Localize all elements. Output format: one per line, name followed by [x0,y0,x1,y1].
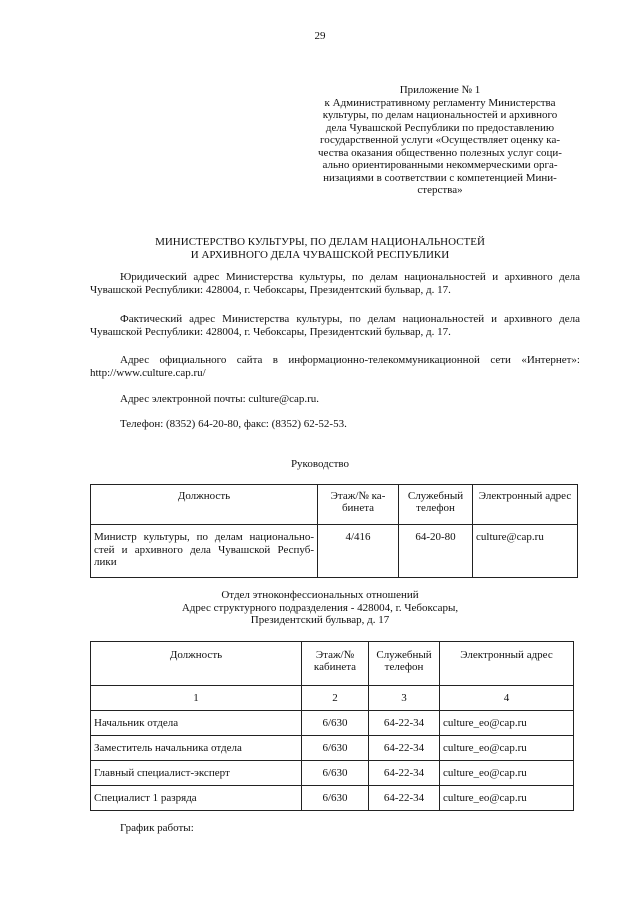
table-row [91,711,574,736]
cell-phone: 64-22-34 [369,711,440,736]
website [90,354,580,380]
website-text: Адрес официального сайта в информационно-телекоммуникационной сети «Интернет»: http://www.culture.cap.ru/ [90,354,580,379]
column-number: 3 [369,686,440,711]
email-text: Адрес электронной почты: culture@cap.ru. [120,393,320,405]
cell-position: Начальник отдела [91,711,302,736]
phone-text: Телефон: (8352) 64-20-80, факс: (8352) 62-52-53. [120,418,347,430]
table-row [91,786,574,811]
appendix-line: стерства» [417,184,463,196]
appendix-line: дела Чувашской Республики по предоставлению [325,121,555,134]
column-number: 2 [302,686,369,711]
schedule-label: График работы: [120,822,194,834]
column-number: 4 [440,686,574,711]
table-header-row [91,642,574,686]
cell-phone: 64-22-34 [369,761,440,786]
ministry-title [0,236,640,261]
cell-room: 6/630 [302,711,369,736]
cell-email: culture@cap.ru [473,525,578,578]
page-number: 29 [314,30,326,42]
cell-email: culture_eo@cap.ru [440,786,574,811]
cell-position: Министр культуры, по делам национально-стей и архивного дела Чувашской Респуб-лики [91,525,318,578]
table-row [91,525,578,578]
header-position: Должность [91,485,318,525]
cell-room: 6/630 [302,761,369,786]
legal-address [90,271,580,297]
header-room: Этаж/№ кабинета [302,642,369,686]
cell-position: Главный специалист-эксперт [91,761,302,786]
header-phone: Служебный телефон [369,642,440,686]
header-email: Электронный адрес [473,485,578,525]
department-caption-line: Президентский бульвар, д. 17 [250,614,390,626]
cell-room: 6/630 [302,786,369,811]
email-line [90,393,580,406]
appendix-line: низациями в соответствии с компетенцией Мини- [323,171,557,184]
department-table [90,641,574,811]
department-caption [0,589,640,627]
appendix-header [300,84,580,197]
leadership-table [90,484,578,578]
appendix-line: чества оказания общественно полезных услуг соци- [318,146,562,159]
ministry-title-line: МИНИСТЕРСТВО КУЛЬТУРЫ, ПО ДЕЛАМ НАЦИОНАЛЬНОСТЕЙ [155,236,485,248]
department-caption-line: Адрес структурного подразделения - 428004, г. Чебоксары, [181,601,459,614]
header-email: Электронный адрес [440,642,574,686]
leadership-caption: Руководство [290,458,350,470]
appendix-line: к Административному регламенту Министерства [324,96,556,109]
cell-phone: 64-22-34 [369,786,440,811]
appendix-line: государственной услуги «Осуществляет оценку ка- [319,134,561,146]
column-number: 1 [91,686,302,711]
table-number-row [91,686,574,711]
header-room: Этаж/№ ка-бинета [318,485,399,525]
table-header-row [91,485,578,525]
ministry-title-line: И АРХИВНОГО ДЕЛА ЧУВАШСКОЙ РЕСПУБЛИКИ [190,248,450,261]
table-row [91,736,574,761]
phone-line [90,418,580,431]
cell-email: culture_eo@cap.ru [440,736,574,761]
appendix-line: культуры, по делам национальностей и архивного [322,109,558,121]
appendix-line: ально ориентированными некоммерческими орга- [322,159,558,171]
cell-phone: 64-20-80 [399,525,473,578]
cell-email: culture_eo@cap.ru [440,711,574,736]
cell-position: Заместитель начальника отдела [91,736,302,761]
actual-address [90,313,580,339]
header-phone: Служебный телефон [399,485,473,525]
cell-room: 6/630 [302,736,369,761]
cell-position: Специалист 1 разряда [91,786,302,811]
appendix-line: Приложение № 1 [399,84,481,96]
department-caption-line: Отдел этноконфессиональных отношений [221,589,419,601]
legal-address-text: Юридический адрес Министерства культуры, по делам национальностей и архивного дела Чувашской Республики: 428004, г. Чебоксары, Президентский бульвар, д. 17. [90,271,580,296]
cell-phone: 64-22-34 [369,736,440,761]
cell-email: culture_eo@cap.ru [440,761,574,786]
table-row [91,761,574,786]
header-position: Должность [91,642,302,686]
cell-room: 4/416 [318,525,399,578]
actual-address-text: Фактический адрес Министерства культуры, по делам национальностей и архивного дела Чувашской Республики: 428004, г. Чебоксары, Президентский бульвар, д. 17. [90,313,580,338]
